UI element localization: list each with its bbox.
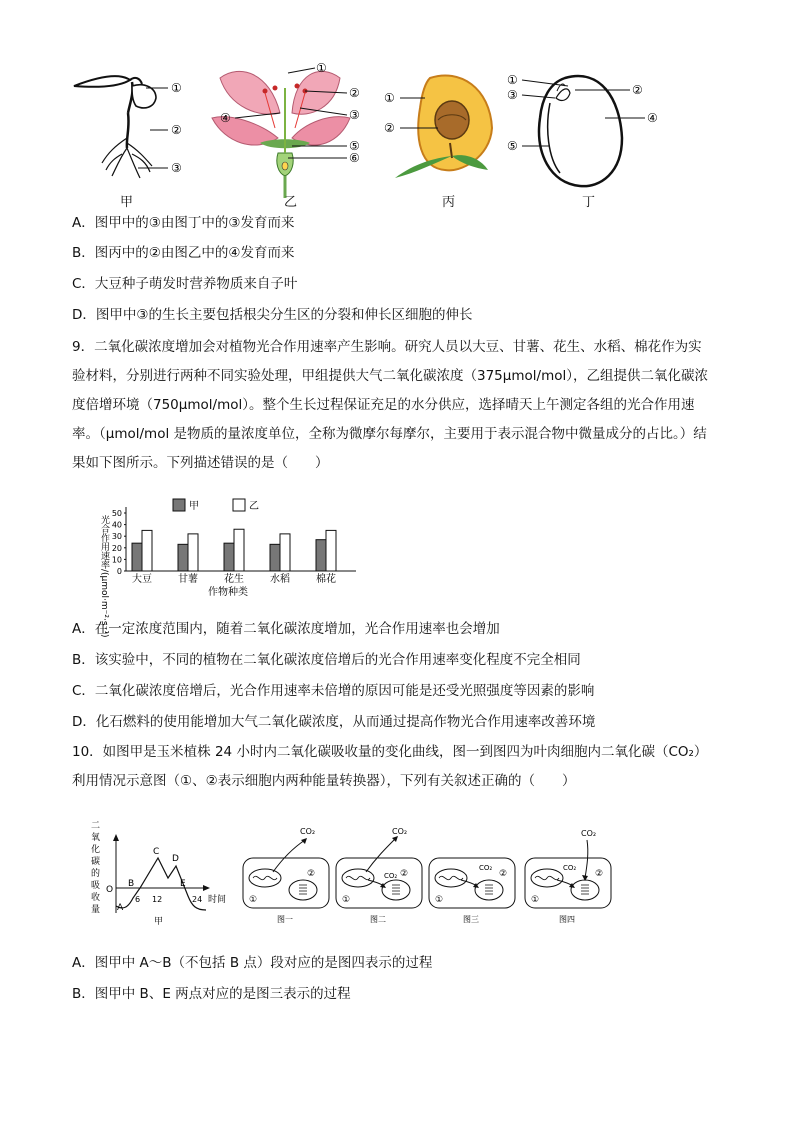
bar-甲-棉花 <box>316 540 326 571</box>
xlabel-time: 时间 <box>208 895 227 905</box>
q9-line-4: 率。（μmol/mol 是物质的量浓度单位，全称为微摩尔每摩尔，主要用于表示混合物中微量成分的占比。）结 <box>72 426 707 442</box>
caption-yi: 乙 <box>284 195 298 210</box>
q9-option-b[interactable]: B．该实验中，不同的植物在二氧化碳浓度倍增后的光合作用速率变化程度不完全相同 <box>72 652 581 668</box>
yi-marker-1: ① <box>316 61 327 75</box>
point-b: B <box>128 879 135 889</box>
cell2-co2-inner: CO₂ <box>384 872 398 880</box>
jia-marker-3: ③ <box>171 161 182 175</box>
ylabel-char-1: 二 <box>91 821 101 831</box>
yi-marker-3: ③ <box>349 108 360 122</box>
yi-marker-2: ② <box>349 86 360 100</box>
chart-ytick-label: 10 <box>111 555 122 565</box>
bar-乙-甘薯 <box>188 534 198 571</box>
chart-category-label: 大豆 <box>132 574 152 585</box>
q9-line-2: 验材料，分别进行两种不同实验处理，甲组提供大气二氧化碳浓度（375μmol/mol），乙组提供二氧化碳浓 <box>72 368 708 384</box>
chart-ytick-label: 50 <box>111 509 122 518</box>
ylabel-char-8: 量 <box>91 905 101 915</box>
xtick-6: 6 <box>135 895 141 904</box>
q8-option-d[interactable]: D．图甲中③的生长主要包括根尖分生区的分裂和伸长区细胞的伸长 <box>72 307 473 323</box>
q10-figures <box>88 818 728 933</box>
q9-option-a[interactable]: A．在一定浓度范围内，随着二氧化碳浓度增加，光合作用速率也会增加 <box>72 621 500 637</box>
chart-ytick-label: 0 <box>116 567 122 576</box>
chart-ytick-label: 20 <box>111 543 122 553</box>
yi-marker-6: ⑥ <box>349 151 360 165</box>
cell-diagram-3 <box>429 858 515 924</box>
cell2-m1: ① <box>342 895 351 905</box>
q9-line-3: 度倍增环境（750μmol/mol）。整个生长过程保证充足的水分供应，选择晴天上午测定各组的光合作用速 <box>72 397 695 413</box>
cell2-caption: 图二 <box>370 915 386 924</box>
caption-bing: 丙 <box>442 195 456 210</box>
caption-ding: 丁 <box>582 195 596 210</box>
point-e: E <box>180 879 186 889</box>
cell2-m2: ② <box>400 869 409 879</box>
cell3-caption: 图三 <box>463 915 479 924</box>
ding-marker-3: ③ <box>507 88 518 102</box>
q10-line-1: 10．如图甲是玉米植株 24 小时内二氧化碳吸收量的变化曲线，图一到图四为叶肉细胞内二氧化碳（CO₂） <box>72 744 708 760</box>
bing-marker-2: ② <box>384 121 395 135</box>
yi-marker-5: ⑤ <box>349 139 360 153</box>
bar-乙-大豆 <box>142 530 152 571</box>
point-c: C <box>153 847 160 857</box>
legend-swatch-甲 <box>173 499 185 511</box>
q8-option-c[interactable]: C．大豆种子萌发时营养物质来自子叶 <box>72 276 298 292</box>
cell-diagram-2 <box>336 827 422 924</box>
q9-line-5: 果如下图所示。下列描述错误的是（ ） <box>72 455 329 471</box>
q10-line-2: 利用情况示意图（①、②表示细胞内两种能量转换器），下列有关叙述正确的（ ） <box>72 773 576 789</box>
q9-line-1: 9．二氧化碳浓度增加会对植物光合作用速率产生影响。研究人员以大豆、甘薯、花生、水稻、棉花作为实 <box>72 339 702 355</box>
chart-category-label: 水稻 <box>270 574 290 585</box>
cell3-m2: ② <box>499 869 508 879</box>
legend-swatch-乙 <box>233 499 245 511</box>
q10-figures-svg <box>88 818 728 933</box>
q9-stem <box>72 333 722 478</box>
cell4-caption: 图四 <box>559 915 575 924</box>
cell4-co2: CO₂ <box>581 829 597 838</box>
bar-乙-水稻 <box>280 534 290 571</box>
ylabel-char-5: 的 <box>91 869 101 879</box>
cell3-m1: ① <box>435 895 444 905</box>
jia-marker-1: ① <box>171 81 182 95</box>
legend-label-甲: 甲 <box>189 501 199 512</box>
cell3-co2: CO₂ <box>479 864 493 872</box>
ylabel-char-3: 化 <box>91 845 101 855</box>
legend-label-乙: 乙 <box>249 501 259 512</box>
chart-category-label: 花生 <box>224 574 244 585</box>
chart-ylabel: 光合作用速率/(μmol·m⁻²·s⁻¹) <box>99 515 109 638</box>
ylabel-char-4: 碳 <box>91 857 101 867</box>
q10-option-b[interactable]: B．图甲中 B、E 两点对应的是图三表示的过程 <box>72 986 351 1002</box>
cell1-m1: ① <box>249 895 258 905</box>
cell4-co2-inner: CO₂ <box>563 864 577 872</box>
q10-option-a[interactable]: A．图甲中 A～B（不包括 B 点）段对应的是图四表示的过程 <box>72 955 433 971</box>
cell1-m2: ② <box>307 869 316 879</box>
bar-乙-棉花 <box>326 530 336 571</box>
ding-marker-5: ⑤ <box>507 139 518 153</box>
cell-diagram-1 <box>243 827 329 924</box>
chart-category-label: 棉花 <box>316 574 336 585</box>
bar-乙-花生 <box>234 529 244 571</box>
q9-option-c[interactable]: C．二氧化碳浓度倍增后，光合作用速率未倍增的原因可能是还受光照强度等因素的影响 <box>72 683 595 699</box>
origin-label: O <box>106 885 114 895</box>
q9-option-d[interactable]: D．化石燃料的使用能增加大气二氧化碳浓度，从而通过提高作物光合作用速率改善环境 <box>72 714 596 730</box>
bar-甲-大豆 <box>132 543 142 571</box>
top-figures <box>60 58 740 208</box>
point-a: A <box>117 903 124 913</box>
chart-category-label: 甘薯 <box>178 574 198 585</box>
chart-ytick-label: 30 <box>111 532 122 542</box>
bar-甲-花生 <box>224 543 234 571</box>
bar-甲-水稻 <box>270 544 280 571</box>
point-d: D <box>172 854 179 864</box>
cell2-co2: CO₂ <box>392 827 408 836</box>
chart-ytick-label: 40 <box>111 520 122 530</box>
xtick-12: 12 <box>152 895 163 904</box>
co2-absorption-graph <box>91 821 226 927</box>
bing-marker-1: ① <box>384 91 395 105</box>
flower-figure <box>200 58 380 208</box>
peach-figure <box>380 58 510 208</box>
ding-marker-1: ① <box>507 73 518 87</box>
cell4-m2: ② <box>595 869 604 879</box>
ding-marker-4: ④ <box>647 111 658 125</box>
cell1-co2: CO₂ <box>300 827 316 836</box>
cell4-m1: ① <box>531 895 540 905</box>
graph-caption: 甲 <box>154 917 164 927</box>
cell-diagram-4 <box>525 829 611 924</box>
jia-marker-2: ② <box>171 123 182 137</box>
seed-figure <box>507 58 670 208</box>
ylabel-char-7: 收 <box>91 893 101 903</box>
ding-marker-2: ② <box>632 83 643 97</box>
yi-marker-4: ④ <box>220 111 231 125</box>
cell1-caption: 图一 <box>277 915 293 924</box>
q10-stem <box>72 738 722 796</box>
bar-甲-甘薯 <box>178 544 188 571</box>
ylabel-char-6: 吸 <box>91 881 101 891</box>
ylabel-char-2: 氧 <box>91 833 101 843</box>
q8-option-b[interactable]: B．图丙中的②由图乙中的④发育而来 <box>72 245 295 261</box>
caption-jia: 甲 <box>120 195 134 210</box>
xtick-24: 24 <box>192 895 203 904</box>
q8-option-a[interactable]: A．图甲中的③由图丁中的③发育而来 <box>72 215 295 231</box>
seedling-figure <box>60 58 200 208</box>
chart-xlabel: 作物种类 <box>208 587 248 598</box>
